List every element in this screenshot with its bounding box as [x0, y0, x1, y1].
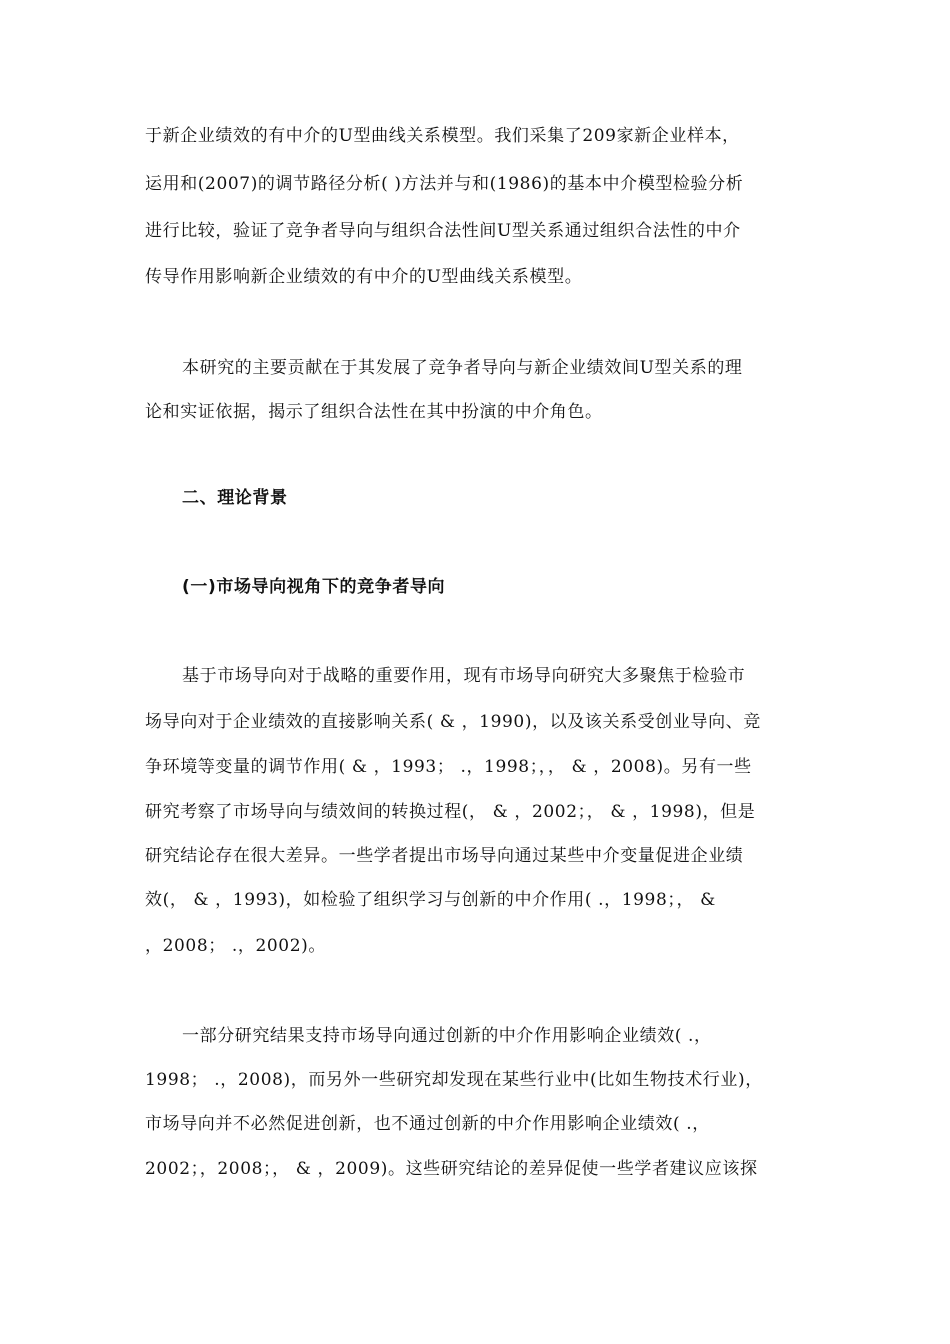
- text-line: 研究考察了市场导向与绩效间的转换过程(， & ，2002；， & ，1998)，但是: [145, 802, 756, 822]
- text-line: 争环境等变量的调节作用( & ，1993； .，1998；，， & ，2008)。另有一些: [145, 757, 752, 777]
- text-line: 本研究的主要贡献在于其发展了竞争者导向与新企业绩效间U型关系的理: [182, 358, 743, 378]
- text-line: 于新企业绩效的有中介的U型曲线关系模型。我们采集了209家新企业样本，: [145, 126, 740, 146]
- text-line: 传导作用影响新企业绩效的有中介的U型曲线关系模型。: [145, 267, 583, 287]
- text-line: 研究结论存在很大差异。一些学者提出市场导向通过某些中介变量促进企业绩: [145, 846, 744, 866]
- text-line: 1998； .，2008)，而另外一些研究却发现在某些行业中(比如生物技术行业)，: [145, 1070, 763, 1090]
- section-heading: 二、理论背景: [182, 488, 288, 508]
- text-line: 效(， & ，1993)，如检验了组织学习与创新的中介作用( .，1998；， &: [145, 890, 716, 910]
- text-line: 场导向对于企业绩效的直接影响关系( & ，1990)，以及该关系受创业导向、竞: [145, 712, 761, 732]
- text-line: 进行比较，验证了竞争者导向与组织合法性间U型关系通过组织合法性的中介: [145, 221, 741, 241]
- text-line: 运用和(2007)的调节路径分析( )方法并与和(1986)的基本中介模型检验分析: [145, 174, 744, 194]
- text-line: 论和实证依据，揭示了组织合法性在其中扮演的中介角色。: [145, 402, 603, 422]
- text-line: 市场导向并不必然促进创新，也不通过创新的中介作用影响企业绩效( .，: [145, 1114, 710, 1134]
- text-line: 2002；，2008；， & ，2009)。这些研究结论的差异促使一些学者建议应该探: [145, 1159, 758, 1179]
- text-line: 基于市场导向对于战略的重要作用，现有市场导向研究大多聚焦于检验市: [182, 666, 746, 686]
- text-line: 一部分研究结果支持市场导向通过创新的中介作用影响企业绩效( .，: [182, 1026, 712, 1046]
- subsection-heading: (一)市场导向视角下的竞争者导向: [182, 577, 446, 597]
- text-line: ，2008； .，2002)。: [145, 936, 326, 956]
